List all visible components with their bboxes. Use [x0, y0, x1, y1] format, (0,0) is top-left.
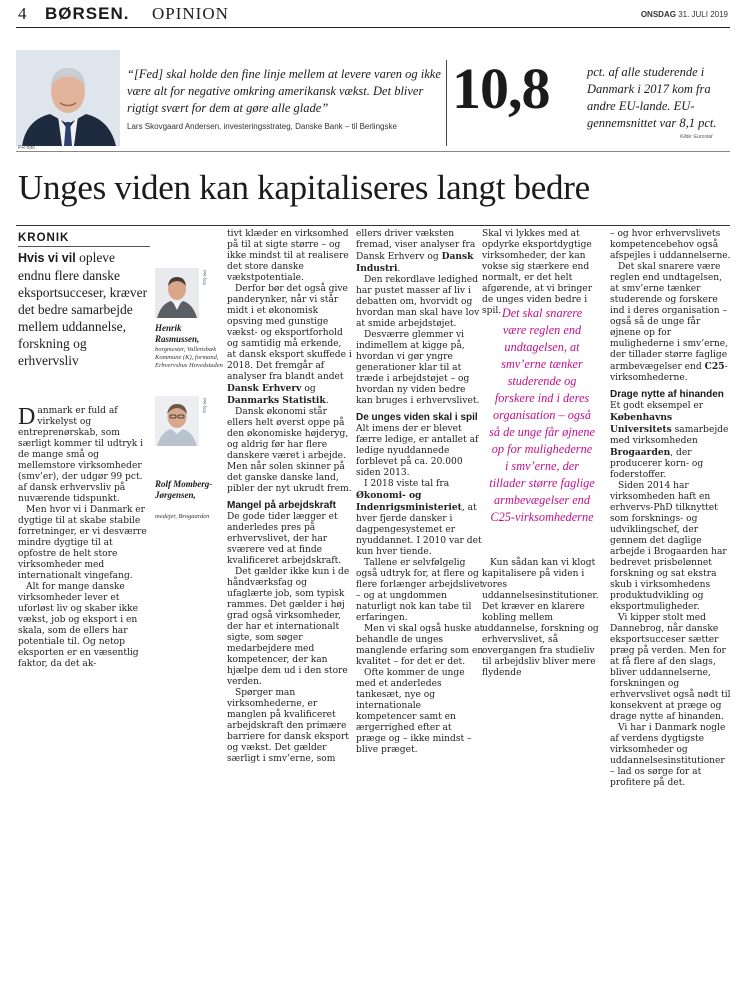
author-photo-rolf [155, 396, 199, 446]
stat-source: Kilde: Eurostat [680, 134, 713, 140]
column-2 [227, 229, 353, 765]
lead-bold: Hvis vi vil [18, 251, 76, 265]
paragraph: Det skal snarere være reglen end undtagelsen, at smv’erne tænker studerende og forskere ind i deres organisation – også så de unge får øjnene op for mulighederne i smv’erne, der tillader større faglige armbevægelser end C25-virksomhederne. [610, 262, 729, 383]
newspaper-name: BØRSEN. [45, 4, 130, 23]
column-5 [610, 229, 732, 789]
author-photo-henrik [155, 268, 199, 318]
paragraph: Skal vi lykkes med at opdyrke eksportdygtige virksomheder, der kan vokse sig stærkere end normalt, er det helt afgørende, at vi bringer de unges viden bedre i spil. [482, 229, 593, 316]
paragraph: Men hvor vi i Danmark er dygtige til at skabe stabile forretninger, er vi desværre mindre dygtige til at opfostre de helt store virksomheder med internationalt vingefang. [18, 505, 147, 581]
kronik-label: KRONIK [18, 232, 70, 244]
paragraph: Tallene er selvfølgelig også udtryk for, at flere og flere forlænger arbejdslivet – og at ungdommen naturligt nok kan tabe til erfaringen. [356, 558, 484, 623]
subheading: Mangel på arbejdskraft [227, 500, 336, 511]
featured-quote: “[Fed] skal holde den fine linje mellem at levere varen og ikke være alt for negative omkring amerikansk vækst. Det bliver rigtigt svært for dem at gøre alle glade” [127, 67, 441, 115]
author-photo-icon [155, 268, 199, 318]
publication-date [641, 10, 728, 19]
subheading: Drage nytte af hinanden [610, 389, 724, 400]
author-role-henrik: borgmester, Vallensbæk Kommune (K), formand, Erhvervshus Hovedstaden [155, 346, 223, 369]
label-rule [18, 246, 150, 247]
person-photo-icon [16, 50, 120, 146]
paragraph: Derfor bør det også give panderynker, når vi står midt i et økonomisk opsving med gunstige vækst- og eksportforhold og samtidig må erkende, at dansk eksport skuffede i 2018. Det fremgår af analyser fra blandt andet Dansk Erhverv og Danmarks Statistik. [227, 284, 352, 406]
author-photo-icon [155, 396, 199, 446]
column-1 [18, 406, 150, 670]
paragraph: Alt imens der er blevet færre ledige, er antallet af ledige nyuddannede forblevet på ca. 20.000 siden 2013. [356, 424, 479, 478]
paragraph: anmark er fuld af virkelyst og entreprenørskab, som særligt kommer til udtryk i de mange små og mellemstore virksomheder (smv’er), der udgør 99 pct. af dansk erhvervsliv på nuværende tidspunkt. [18, 406, 144, 504]
paragraph: Men vi skal også huske at behandle de unges manglende erfaring som en kvalitet – for det er det. [356, 624, 484, 667]
paragraph: Spørger man virksomhederne, er manglen på kvalificeret arbejdskraft den primære barriere for dansk eksport og vækst. Det gælder særligt i smv’erne, som [227, 688, 349, 764]
quote-person-photo [16, 50, 120, 146]
paragraph: Vi har i Danmark nogle af verdens dygtigste virksomheder og uddannelsesinstitutioner – lad os sørge for at profitere på det. [610, 723, 726, 788]
paragraph: Vi kipper stolt med Dannebrog, når danske eksportsucceser sætter præg på verden. Men for at få flere af den slags, bliver uddannelserne, forskningen og erhvervslivet også nødt til konsekvent at præge og drage nytte af hinanden. [610, 613, 731, 722]
header-rule [16, 27, 730, 28]
quote-box-rule [16, 151, 730, 152]
article-headline: Unges viden kan kapitaliseres langt bedre [18, 168, 590, 207]
headline-rule [16, 225, 730, 226]
paragraph: ellers driver væksten fremad, viser analyser fra Dansk Erhverv og Dansk Industri. [356, 229, 476, 274]
column-3 [356, 229, 484, 756]
paragraph: Alt for mange danske virksomheder lever et uforløst liv og skaber ikke vækst, job og eksport i en skala, som de ellers har potentiale til. Og netop eksporten er en væsentlig faktor, da det ak- [18, 582, 139, 669]
dropcap: D [18, 404, 36, 430]
page-number: 4 [18, 4, 27, 23]
author-name-rolf: Rolf Momberg-Jørgensen, [155, 479, 213, 500]
author-role-rolf: medejer, Brogaarden [155, 513, 210, 520]
column-4-top [482, 229, 606, 317]
paragraph: Dansk økonomi står ellers helt øverst oppe på den økonomiske højderyg, og aldrig før har flere danskere været i arbejde. Men når solen skinner på det ganske danske land, pibler der nyt ukrudt frem. [227, 407, 352, 494]
paragraph: – og hvor erhvervslivets kompetencebehov også afspejles i uddannelserne. [610, 229, 731, 261]
paragraph: Desværre glemmer vi indimellem at kigge på, hvordan vi gør yngre generationer klar til at træde i arbejdstøjet – og hvordan ny viden bedre kan bruges i erhvervslivet. [356, 330, 480, 406]
section-name: OPINION [152, 4, 229, 23]
paragraph: Den rekordlave ledighed har pustet masser af liv i debatten om, hvorvidt og hvordan man skal have lov at smide arbejdstøjet. [356, 275, 480, 329]
pull-quote: Det skal snarere være reglen end undtagelsen, at smv’erne tænker studerende og forskere ind i deres organisation – også så de unge får øjnene op for mulighederne i smv’erne, der tillader større faglige armbevægelser end C25-virksomhederne [489, 306, 595, 524]
paragraph: tivt klæder en virksomhed på til at sigte større – og ikke mindst til at realisere det store danske vækstpotentiale. [227, 229, 349, 283]
author-photo-credit: PR-foto [202, 270, 207, 286]
paragraph: Kun sådan kan vi klogt kapitalisere på viden i vores uddannelsesinstitutioner. Det kræver en klarere kobling mellem uddannelse, forskning og erhvervslivet, så overgangen fra studieliv til arbejdsliv bliver mere flydende [482, 558, 599, 678]
article-lead [18, 249, 150, 369]
photo-credit: PR-foto [18, 145, 35, 151]
quote-source: Lars Skovgaard Andersen, investeringsstrateg, Danske Bank – til Berlingske [127, 122, 397, 131]
date: 31. JULI 2019 [678, 10, 728, 19]
weekday: ONSDAG [640, 10, 676, 19]
subheading: De unges viden skal i spil [356, 412, 478, 423]
column-4-bottom [482, 558, 606, 679]
author-photo-credit: PR-foto [202, 398, 207, 414]
paragraph: Ofte kommer de unge med et anderledes tankesæt, nye og internationale kompetencer samt en ærgerrighed efter at præge og – ikke mindst – blive præget. [356, 668, 472, 755]
stat-text: pct. af alle studerende i Danmark i 2017 kom fra andre EU-lande. EU-gennemsnittet var 8,1 pct. [587, 65, 717, 130]
lead-text: opleve endnu flere danske eksportsucceser, kræver det bedre samarbejde mellem uddannelse, forskning og erhvervsliv [18, 250, 148, 368]
paragraph: De gode tider lægger et anderledes pres på erhvervslivet, der har sværere ved at finde kvalificeret arbejdskraft. [227, 512, 342, 566]
stat-number: 10,8 [452, 56, 550, 121]
paragraph: I 2018 viste tal fra Økonomi- og Indenrigsministeriet, at hver fjerde dansker i dagpengesystemet er nyuddannet. I 2010 var det kun hver tiende. [356, 479, 482, 557]
paragraph: Siden 2014 har virksomheden haft en erhvervs-PhD tilknyttet som forsknings- og udviklingschef, der gennem det daglige arbejde i Brogaarden har bedrevet prisbelønnet forskning og sat ekstra skub i virksomhedens produktudvikling og eksportmuligheder. [610, 481, 727, 612]
quote-divider [446, 60, 447, 146]
paragraph: Et godt eksempel er Københavns Universitets samarbejde med virksomheden Brogaarden, der producerer korn- og foderstoffer. [610, 401, 729, 480]
author-name-henrik: Henrik Rasmussen, [155, 323, 200, 344]
paragraph: Det gælder ikke kun i de håndværksfag og ufaglærte job, som typisk rammes. Det gælder i høj grad også virksomheder, der har et internationalt sigte, som søger medarbejdere med kompetencer, der kan hjælpe dem ud i den store verden. [227, 567, 350, 687]
